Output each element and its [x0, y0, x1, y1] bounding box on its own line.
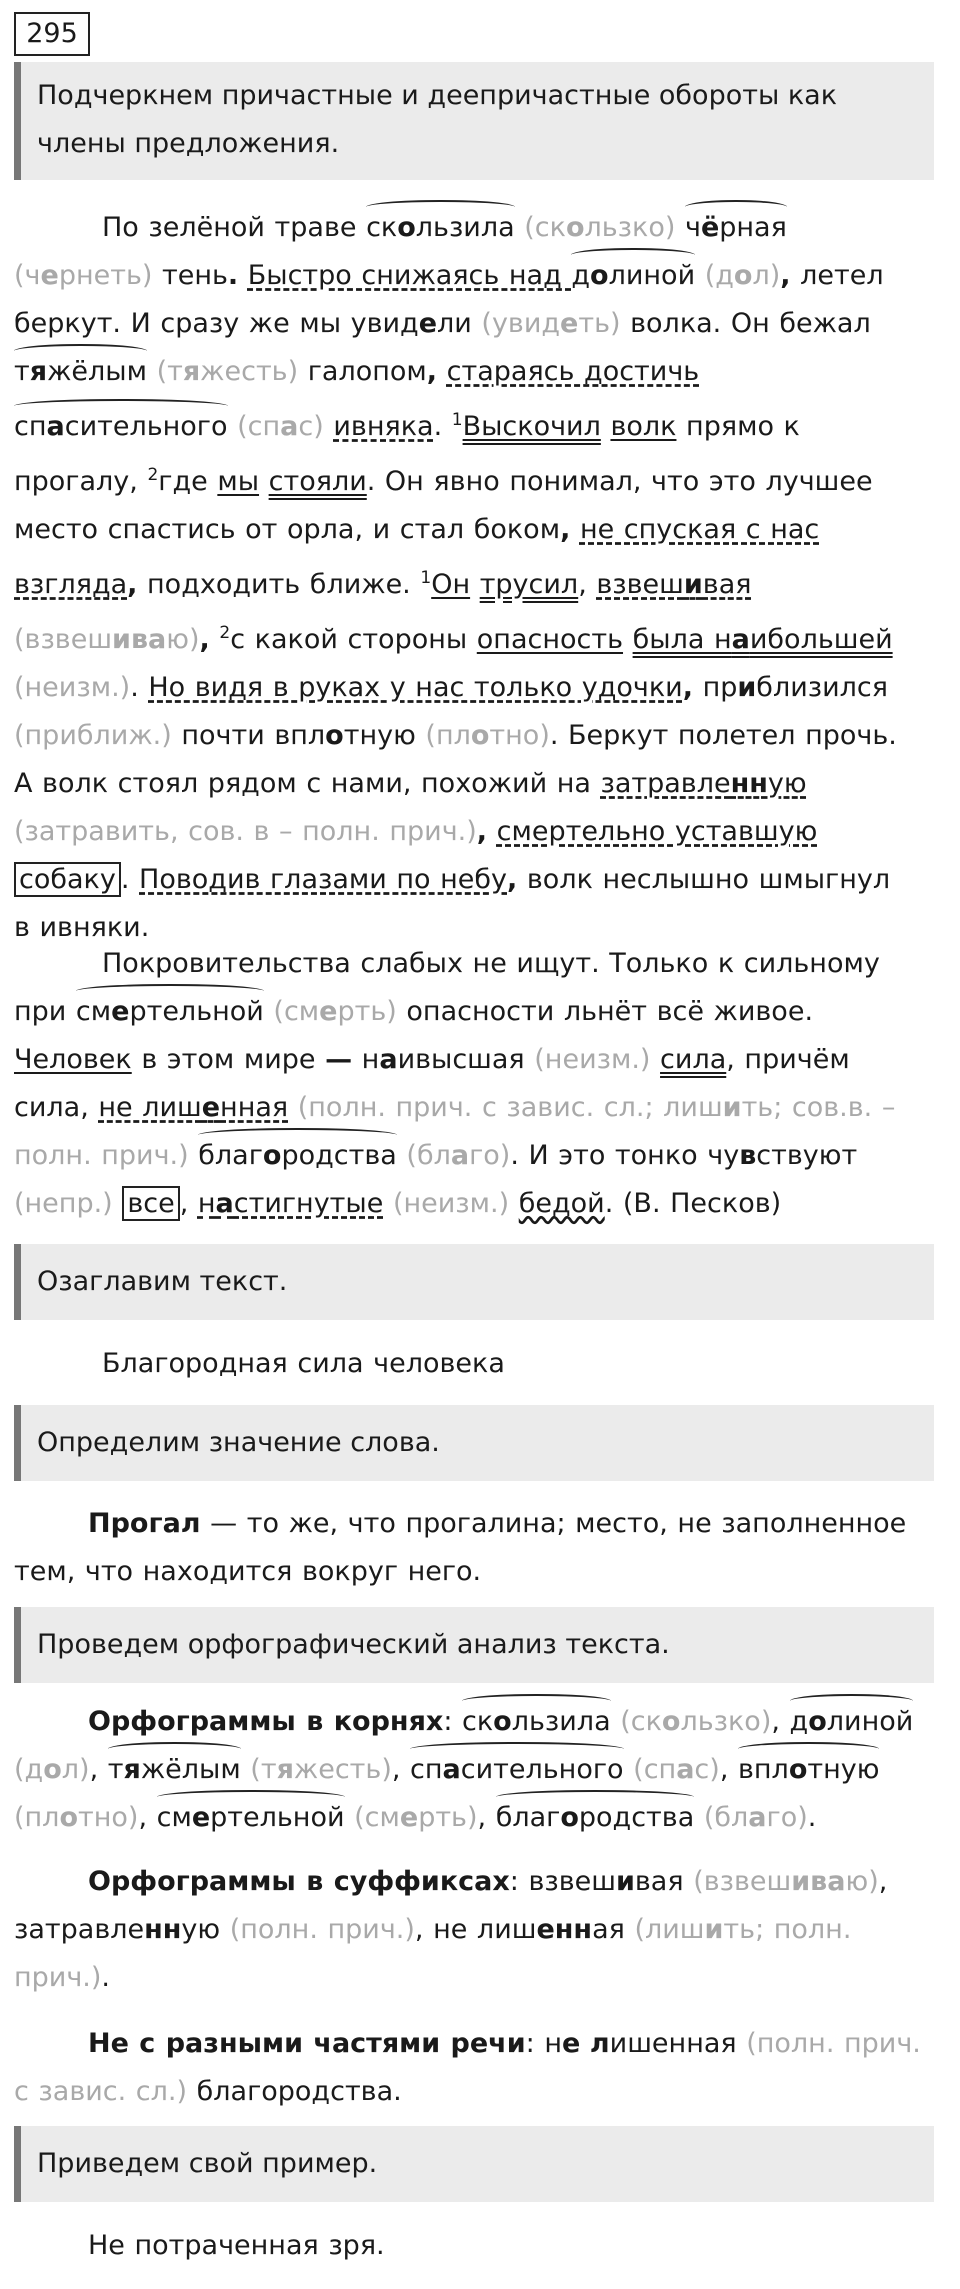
task-4-text: Проведем орфографический анализ текста. — [37, 1629, 670, 1660]
task-3-banner — [14, 1405, 934, 1481]
example-answer: Не потраченная зря. — [88, 2230, 385, 2261]
task-5-text: Приведем свой пример. — [37, 2148, 378, 2179]
task-2-text: Озаглавим текст. — [37, 1266, 288, 1297]
main-text-paragraph-1: По зелёной траве скользила (скользко) чёрная (чернеть) тень. Быстро снижаясь над долиной (дол), летел беркут. И сразу же мы увидели (увидеть) волка. Он бежал тяжёлым (тяжесть) галопом, стараясь достичь спасительного (спас) ивняка. $^1$Выскочил волк прямо к прогалу, $^2$где мы стояли. Он явно понимал, что это лучшее место спастись от орла, и стал боком, не спуская с нас взгляда, подходить ближе. $^1$Он трусил, взвешивая (взвешиваю), $^2$с какой стороны опасность была наибольшей (неизм.). Но видя в руках у нас только удочки, приблизился (приближ.) почти вплотную (плотно). Беркут полетел прочь. А волк стоял рядом с нами, похожий на затравленную (затравить, сов. в – полн. прич.), смертельно уставшую собаку . Поводив глазами по небу, волк неслышно шмыгнул в ивняки. — [14, 204, 944, 952]
task-4-banner — [14, 1607, 934, 1683]
ne-analysis: Не с разными частями речи: не лишенная (полн. прич. с завис. сл.) благородства. — [14, 2028, 921, 2107]
task-2-banner — [14, 1244, 934, 1320]
task-5-banner — [14, 2126, 934, 2202]
definition-term: Прогал — [88, 1508, 201, 1539]
task-3-text: Определим значение слова. — [37, 1427, 440, 1458]
roots-analysis: Орфограммы в корнях: скользила (скользко), долиной (дол), тяжёлым (тяжесть), спасительного (спас), вплотную (плотно), смертельной (смерть), благородства (благо). — [14, 1698, 944, 1842]
main-text-paragraph-2: Покровительства слабых не ищут. Только к сильному при смертельной (смерть) опасности льнёт всё живое. Человек в этом мире — наивысшая (неизм.) сила, причём сила, не лишенная (полн. прич. с завис. сл.; лишить; сов.в. – полн. прич.) благородства (благо). И это тонко чувствуют (непр.) все , настигнутые (неизм.) бедой. (В. Песков) — [14, 948, 896, 1219]
exercise-number: 295 — [14, 12, 90, 56]
task-1-text: Подчеркнем причастные и деепричастные обороты как члены предложения. — [37, 80, 838, 159]
ne-label: Не с разными частями речи — [88, 2028, 526, 2059]
suffix-analysis: Орфограммы в суффиксах: взвешивая (взвешиваю), затравленную (полн. прич.), не лишенная (лишить; полн. прич.). — [14, 1866, 888, 1993]
definition-text: — то же, что прогалина; место, не заполненное тем, что находится вокруг него. — [14, 1508, 907, 1587]
title-answer: Благородная сила человека — [102, 1348, 505, 1379]
roots-label: Орфограммы в корнях — [88, 1706, 444, 1737]
definition-paragraph — [14, 1500, 944, 1596]
suffix-label: Орфограммы в суффиксах — [88, 1866, 510, 1897]
task-1-banner — [14, 62, 934, 180]
